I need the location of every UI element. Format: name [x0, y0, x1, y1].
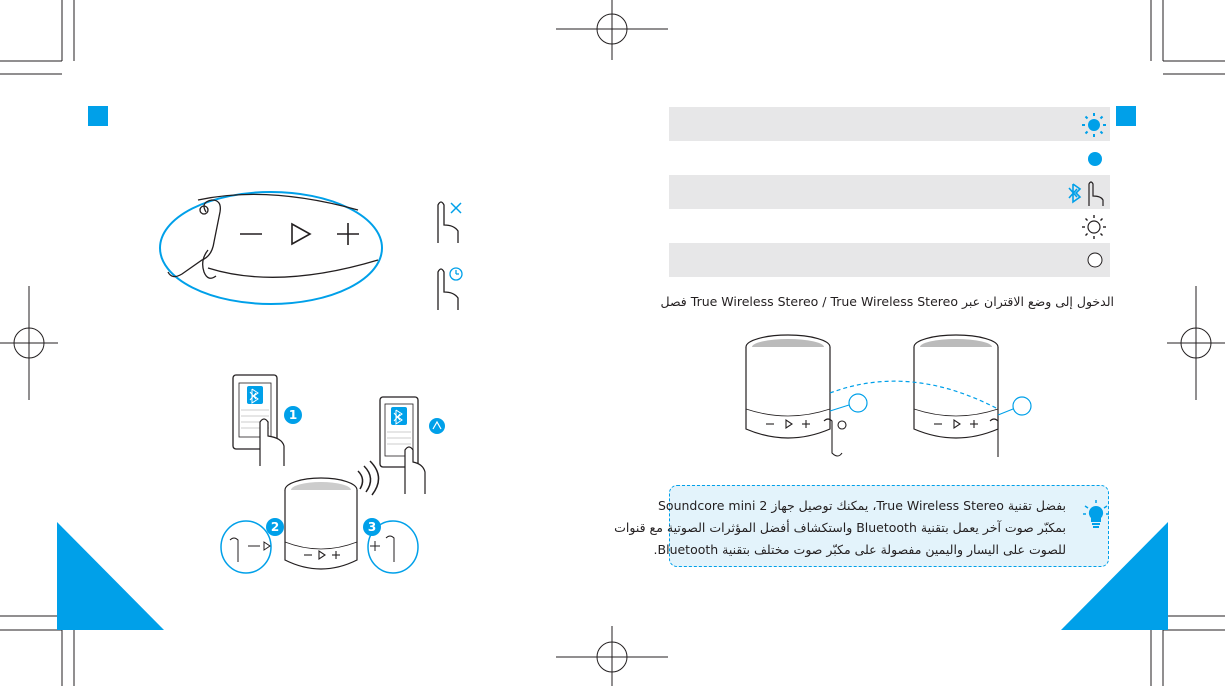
corner-triangle-left: [57, 522, 164, 630]
lightbulb-icon: [1083, 500, 1109, 530]
legend-row-2: [669, 141, 1110, 175]
legend-row-5: [669, 243, 1110, 277]
legend-row-1: [669, 107, 1110, 141]
solid-blue-dot-icon: [1087, 151, 1103, 167]
step-3-badge: 3: [363, 518, 381, 536]
tip-line-1: بفضل تقنية True Wireless Stereo، يمكنك توصيل جهاز Soundcore mini 2: [658, 498, 1066, 513]
sun-blue-icon: [1081, 112, 1107, 138]
tip-line-2: بمكبّر صوت آخر يعمل بتقنية Bluetooth واستكشاف أفضل المؤثرات الصوتية مع قنوات: [614, 520, 1066, 535]
section-marker-left: [88, 106, 108, 126]
short-press-icon: [428, 195, 466, 245]
legend-row-4: [669, 209, 1110, 243]
sun-outline-icon: [1081, 214, 1107, 240]
bluetooth-pending-icon: [428, 417, 446, 435]
legend-row-3: [669, 175, 1110, 209]
tws-caption: الدخول إلى وضع الاقتران عبر True Wireless Stereo / True Wireless Stereo فصل: [660, 294, 1114, 309]
section-marker-right: [1116, 106, 1136, 126]
step-2-badge: 2: [266, 518, 284, 536]
tip-line-3: للصوت على اليسار واليمين مفصولة على مكبّر صوت مختلف بتقنية Bluetooth.: [653, 542, 1066, 557]
long-press-icon: [428, 262, 466, 312]
tws-two-speakers: [744, 333, 1044, 468]
speaker-soundcore-left: [220, 476, 420, 580]
hollow-circle-icon: [1087, 252, 1103, 268]
step-1-badge: 1: [284, 406, 302, 424]
tws-tip-box: [614, 485, 1109, 567]
speaker-controls-closeup: [158, 190, 386, 308]
bluetooth-finger-icon: [1067, 178, 1111, 208]
